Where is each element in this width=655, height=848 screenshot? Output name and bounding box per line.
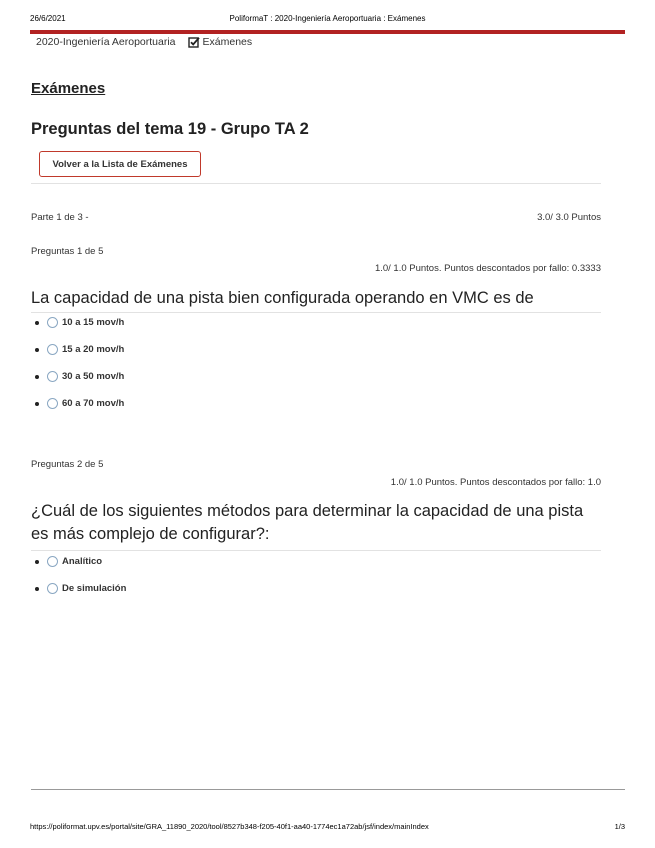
bullet bbox=[35, 402, 39, 406]
radio-button[interactable] bbox=[47, 583, 58, 594]
question-2-text: ¿Cuál de los siguientes métodos para determinar la capacidad de una pista es más complejo de configurar?: bbox=[31, 502, 584, 543]
print-header bbox=[30, 14, 625, 26]
question-2-points: 1.0/ 1.0 Puntos. Puntos descontados por fallo: 1.0 bbox=[390, 477, 601, 488]
breadcrumb-tool[interactable] bbox=[188, 36, 253, 48]
radio-button[interactable] bbox=[47, 371, 58, 382]
print-page-title: PoliformaT : 2020-Ingeniería Aeroportuaria : Exámenes bbox=[229, 14, 426, 23]
footer-divider bbox=[31, 789, 625, 790]
test-title: Preguntas del tema 19 - Grupo TA 2 bbox=[31, 120, 309, 138]
divider bbox=[31, 183, 601, 184]
check-square-icon bbox=[188, 36, 200, 48]
print-page-number: 1/3 bbox=[614, 822, 625, 831]
bullet bbox=[35, 560, 39, 564]
print-url: https://poliformat.upv.es/portal/site/GRA_11890_2020/tool/8527b348-f205-40f1-aa40-1774ec1a72ab/jsf/index/mainIndex bbox=[30, 822, 429, 831]
question-1-options bbox=[31, 309, 124, 417]
answer-option[interactable] bbox=[31, 309, 124, 336]
answer-option[interactable] bbox=[31, 575, 126, 602]
answer-label: 60 a 70 mov/h bbox=[62, 398, 125, 409]
breadcrumb bbox=[36, 36, 252, 48]
question-2-options bbox=[31, 548, 126, 602]
portal-header-bar bbox=[30, 30, 625, 34]
answer-option[interactable] bbox=[31, 363, 124, 390]
answer-label: 10 a 15 mov/h bbox=[62, 317, 125, 328]
answer-option[interactable] bbox=[31, 336, 124, 363]
bullet bbox=[35, 375, 39, 379]
answer-label: De simulación bbox=[62, 583, 127, 594]
answer-label: Analítico bbox=[62, 556, 103, 567]
part-label: Parte 1 de 3 - bbox=[31, 212, 89, 223]
section-title: Exámenes bbox=[31, 80, 106, 97]
radio-button[interactable] bbox=[47, 398, 58, 409]
answer-option[interactable] bbox=[31, 548, 126, 575]
print-date: 26/6/2021 bbox=[30, 14, 66, 23]
part-header bbox=[31, 212, 601, 223]
answer-label: 30 a 50 mov/h bbox=[62, 371, 125, 382]
breadcrumb-tool-label: Exámenes bbox=[202, 36, 253, 48]
question-2-label: Preguntas 2 de 5 bbox=[31, 459, 104, 470]
radio-button[interactable] bbox=[47, 344, 58, 355]
print-footer bbox=[30, 822, 625, 831]
back-to-exams-button[interactable]: Volver a la Lista de Exámenes bbox=[39, 151, 201, 177]
radio-button[interactable] bbox=[47, 556, 58, 567]
question-1-label: Preguntas 1 de 5 bbox=[31, 246, 104, 257]
bullet bbox=[35, 321, 39, 325]
answer-option[interactable] bbox=[31, 390, 124, 417]
answer-label: 15 a 20 mov/h bbox=[62, 344, 125, 355]
question-1-points: 1.0/ 1.0 Puntos. Puntos descontados por fallo: 0.3333 bbox=[374, 263, 601, 274]
question-1-text: La capacidad de una pista bien configurada operando en VMC es de bbox=[31, 289, 534, 307]
bullet bbox=[35, 348, 39, 352]
part-points: 3.0/ 3.0 Puntos bbox=[537, 212, 601, 223]
bullet bbox=[35, 587, 39, 591]
breadcrumb-site[interactable]: 2020-Ingeniería Aeroportuaria bbox=[36, 36, 176, 48]
radio-button[interactable] bbox=[47, 317, 58, 328]
